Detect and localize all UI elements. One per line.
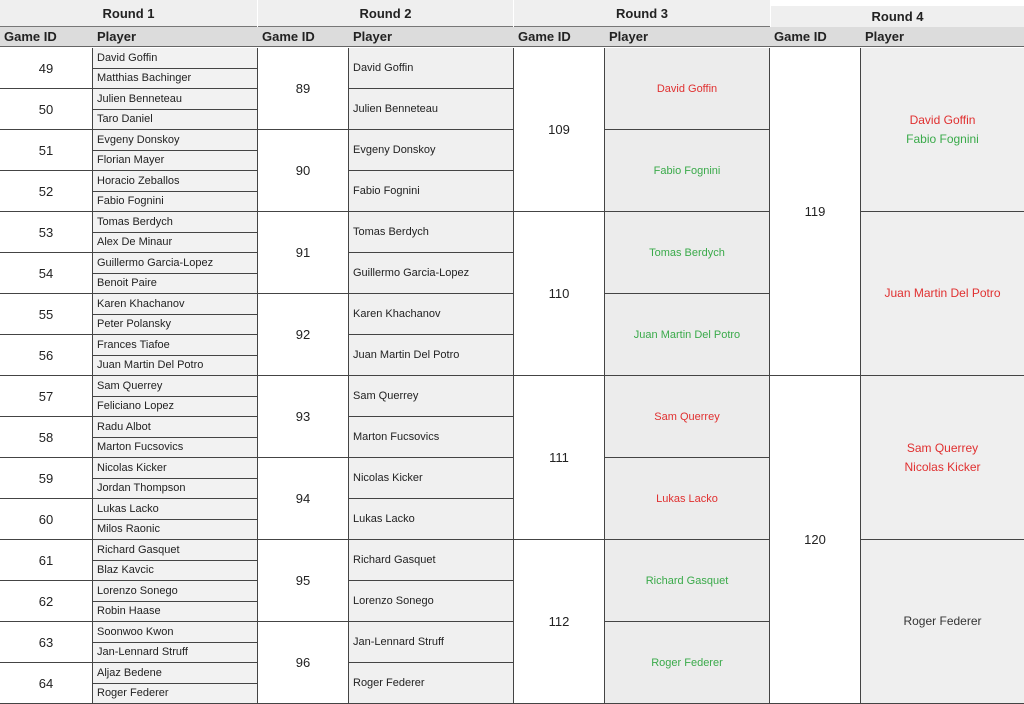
player-name: Roger Federer [903, 612, 981, 631]
player-cell: Tomas Berdych [349, 212, 514, 253]
player-slot [861, 540, 1024, 704]
player-cell: Guillermo Garcia-Lopez [349, 253, 514, 294]
r3-gameid-header: Game ID [514, 27, 605, 47]
player-cell: David Goffin [349, 48, 514, 89]
game-id: 54 [0, 253, 93, 294]
player-cell: Soonwoo Kwon [93, 622, 258, 643]
player-cell: Benoit Paire [93, 274, 258, 295]
player-slot [861, 48, 1024, 212]
player-cell: Horacio Zeballos [93, 171, 258, 192]
player-cell: Sam Querrey [93, 376, 258, 397]
player-cell: Roger Federer [93, 684, 258, 704]
game-id: 112 [514, 540, 605, 704]
game-id: 96 [258, 622, 349, 704]
game-id: 49 [0, 48, 93, 89]
player-cell: Feliciano Lopez [93, 397, 258, 418]
player-name: Nicolas Kicker [904, 458, 980, 477]
r3-player-header: Player [605, 27, 770, 47]
game-id: 119 [770, 48, 861, 376]
player-cell: David Goffin [93, 48, 258, 69]
player-cell: Jan-Lennard Struff [93, 643, 258, 664]
player-cell: Matthias Bachinger [93, 69, 258, 90]
player-cell: Fabio Fognini [605, 130, 770, 212]
r2-gameid-header: Game ID [258, 27, 349, 47]
player-name: David Goffin [910, 111, 976, 130]
r4-gameid-header: Game ID [770, 27, 861, 47]
player-cell: Florian Mayer [93, 151, 258, 172]
player-cell: Marton Fucsovics [93, 438, 258, 459]
game-id: 95 [258, 540, 349, 622]
player-cell: Nicolas Kicker [93, 458, 258, 479]
player-cell: Roger Federer [349, 663, 514, 704]
player-cell: Nicolas Kicker [349, 458, 514, 499]
game-id: 120 [770, 376, 861, 704]
player-cell: Lukas Lacko [605, 458, 770, 540]
game-id: 51 [0, 130, 93, 171]
player-cell: Sam Querrey [605, 376, 770, 458]
player-cell: Lorenzo Sonego [93, 581, 258, 602]
player-cell: Sam Querrey [349, 376, 514, 417]
game-id: 90 [258, 130, 349, 212]
player-cell: Taro Daniel [93, 110, 258, 131]
player-cell: David Goffin [605, 48, 770, 130]
player-cell: Marton Fucsovics [349, 417, 514, 458]
player-cell: Karen Khachanov [349, 294, 514, 335]
game-id: 62 [0, 581, 93, 622]
player-cell: Peter Polansky [93, 315, 258, 336]
player-cell: Milos Raonic [93, 520, 258, 541]
game-id: 111 [514, 376, 605, 540]
round3-header: Round 3 [514, 0, 770, 27]
game-id: 63 [0, 622, 93, 663]
player-cell: Richard Gasquet [605, 540, 770, 622]
game-id: 89 [258, 48, 349, 130]
game-id: 94 [258, 458, 349, 540]
player-cell: Karen Khachanov [93, 294, 258, 315]
player-cell: Lukas Lacko [349, 499, 514, 540]
player-cell: Aljaz Bedene [93, 663, 258, 684]
player-cell: Frances Tiafoe [93, 335, 258, 356]
player-cell: Robin Haase [93, 602, 258, 623]
player-cell: Juan Martin Del Potro [349, 335, 514, 376]
player-slot [861, 376, 1024, 540]
player-name: Juan Martin Del Potro [884, 284, 1000, 303]
game-id: 59 [0, 458, 93, 499]
game-id: 53 [0, 212, 93, 253]
game-id: 52 [0, 171, 93, 212]
player-cell: Fabio Fognini [93, 192, 258, 213]
player-cell: Juan Martin Del Potro [605, 294, 770, 376]
player-cell: Evgeny Donskoy [349, 130, 514, 171]
round4-header: Round 4 [771, 6, 1024, 27]
game-id: 109 [514, 48, 605, 212]
r1-gameid-header: Game ID [0, 27, 93, 47]
game-id: 61 [0, 540, 93, 581]
game-id: 55 [0, 294, 93, 335]
player-cell: Alex De Minaur [93, 233, 258, 254]
game-id: 91 [258, 212, 349, 294]
player-cell: Radu Albot [93, 417, 258, 438]
round2-header: Round 2 [258, 0, 513, 27]
player-cell: Fabio Fognini [349, 171, 514, 212]
player-cell: Julien Benneteau [93, 89, 258, 110]
player-cell: Guillermo Garcia-Lopez [93, 253, 258, 274]
r4-player-header: Player [861, 27, 1024, 47]
player-cell: Julien Benneteau [349, 89, 514, 130]
game-id: 57 [0, 376, 93, 417]
player-cell: Tomas Berdych [605, 212, 770, 294]
game-id: 60 [0, 499, 93, 540]
player-cell: Richard Gasquet [349, 540, 514, 581]
player-cell: Tomas Berdych [93, 212, 258, 233]
player-slot [861, 212, 1024, 376]
game-id: 92 [258, 294, 349, 376]
round1-header: Round 1 [0, 0, 257, 27]
player-cell: Blaz Kavcic [93, 561, 258, 582]
player-cell: Lukas Lacko [93, 499, 258, 520]
player-cell: Evgeny Donskoy [93, 130, 258, 151]
player-cell: Richard Gasquet [93, 540, 258, 561]
r2-player-header: Player [349, 27, 514, 47]
game-id: 110 [514, 212, 605, 376]
player-cell: Lorenzo Sonego [349, 581, 514, 622]
game-id: 58 [0, 417, 93, 458]
player-name: Sam Querrey [907, 439, 978, 458]
player-cell: Jordan Thompson [93, 479, 258, 500]
game-id: 93 [258, 376, 349, 458]
player-name: Fabio Fognini [906, 130, 979, 149]
player-cell: Juan Martin Del Potro [93, 356, 258, 377]
r1-player-header: Player [93, 27, 258, 47]
game-id: 50 [0, 89, 93, 130]
game-id: 56 [0, 335, 93, 376]
player-cell: Jan-Lennard Struff [349, 622, 514, 663]
player-cell: Roger Federer [605, 622, 770, 704]
game-id: 64 [0, 663, 93, 704]
